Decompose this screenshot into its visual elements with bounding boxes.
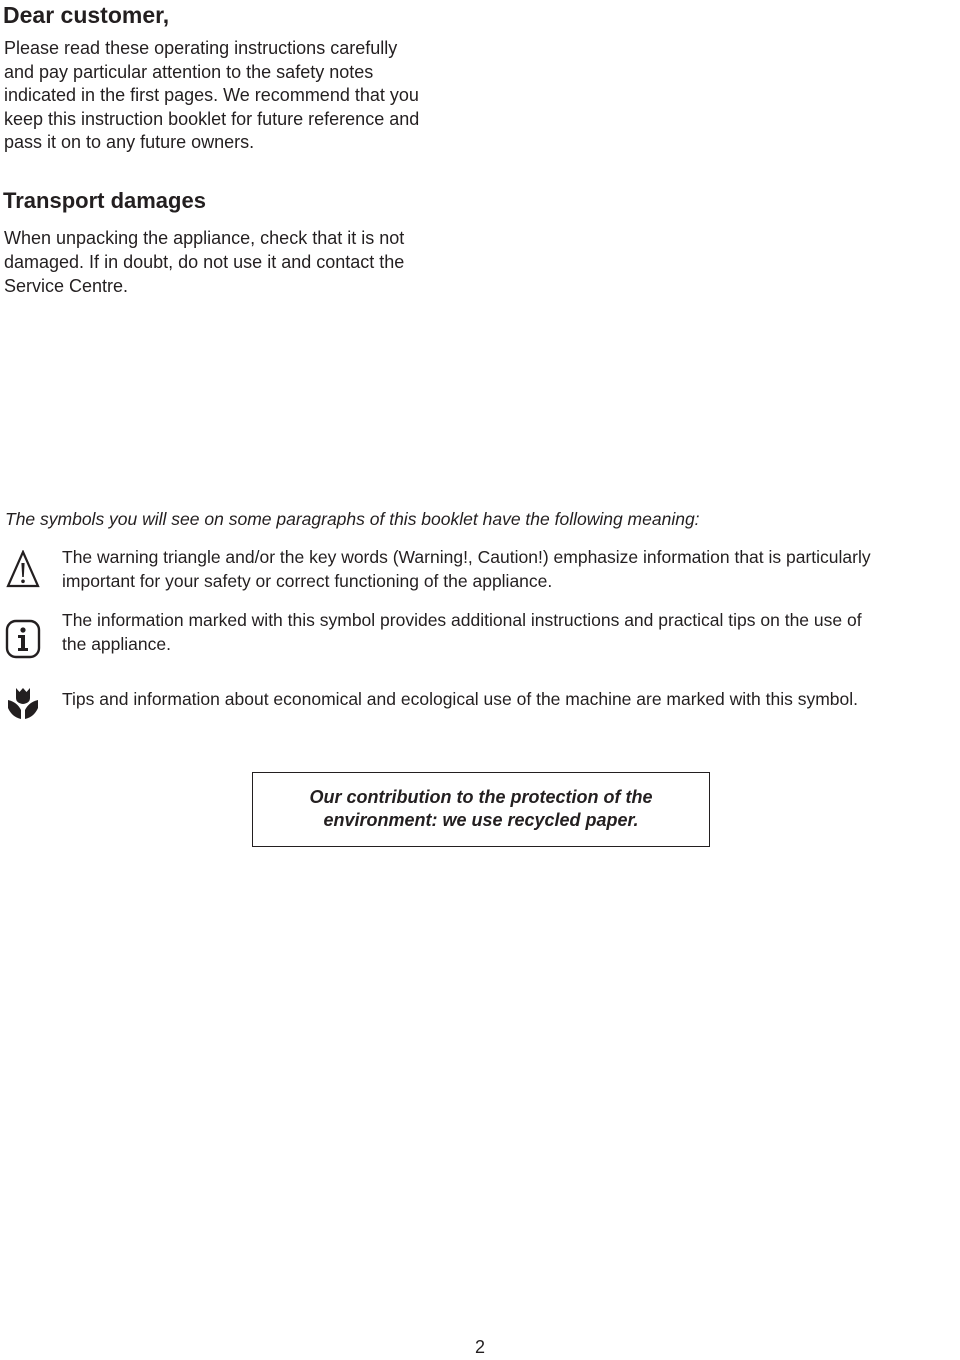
eco-description bbox=[62, 688, 960, 712]
transport-line: damaged. If in doubt, do not use it and contact the bbox=[4, 252, 405, 272]
intro-line: keep this instruction booklet for future reference and bbox=[4, 108, 420, 129]
intro-paragraph bbox=[4, 37, 474, 155]
warning-line: important for your safety or correct functioning of the appliance. bbox=[62, 570, 553, 591]
intro-line: Please read these operating instructions carefully bbox=[4, 38, 398, 58]
warning-description bbox=[62, 546, 960, 593]
page-heading: Dear customer, bbox=[3, 2, 170, 28]
environment-box bbox=[252, 772, 710, 847]
info-icon bbox=[5, 619, 41, 659]
eco-flower-icon bbox=[6, 686, 40, 720]
intro-line: and pay particular attention to the safety notes bbox=[4, 61, 374, 82]
environment-line: environment: we use recycled paper. bbox=[323, 810, 639, 830]
info-line: the appliance. bbox=[62, 633, 171, 654]
transport-heading: Transport damages bbox=[3, 188, 206, 213]
transport-line: When unpacking the appliance, check that it is not bbox=[4, 228, 405, 248]
symbols-intro: The symbols you will see on some paragraphs of this booklet have the following meaning: bbox=[5, 509, 700, 529]
intro-line: indicated in the first pages. We recommend that you bbox=[4, 85, 419, 105]
warning-triangle-icon bbox=[6, 550, 40, 590]
eco-line: Tips and information about economical and ecological use of the machine are marked with this symbol. bbox=[62, 689, 859, 709]
environment-line: Our contribution to the protection of the bbox=[309, 787, 653, 807]
transport-paragraph bbox=[4, 226, 474, 298]
transport-line: Service Centre. bbox=[4, 276, 129, 296]
info-description bbox=[62, 609, 960, 656]
warning-line: The warning triangle and/or the key words (Warning!, Caution!) emphasize information that is particularly bbox=[62, 547, 871, 567]
info-line: The information marked with this symbol provides additional instructions and practical tips on the use of bbox=[62, 610, 862, 630]
intro-line: pass it on to any future owners. bbox=[4, 132, 255, 152]
page-number: 2 bbox=[474, 1337, 485, 1357]
